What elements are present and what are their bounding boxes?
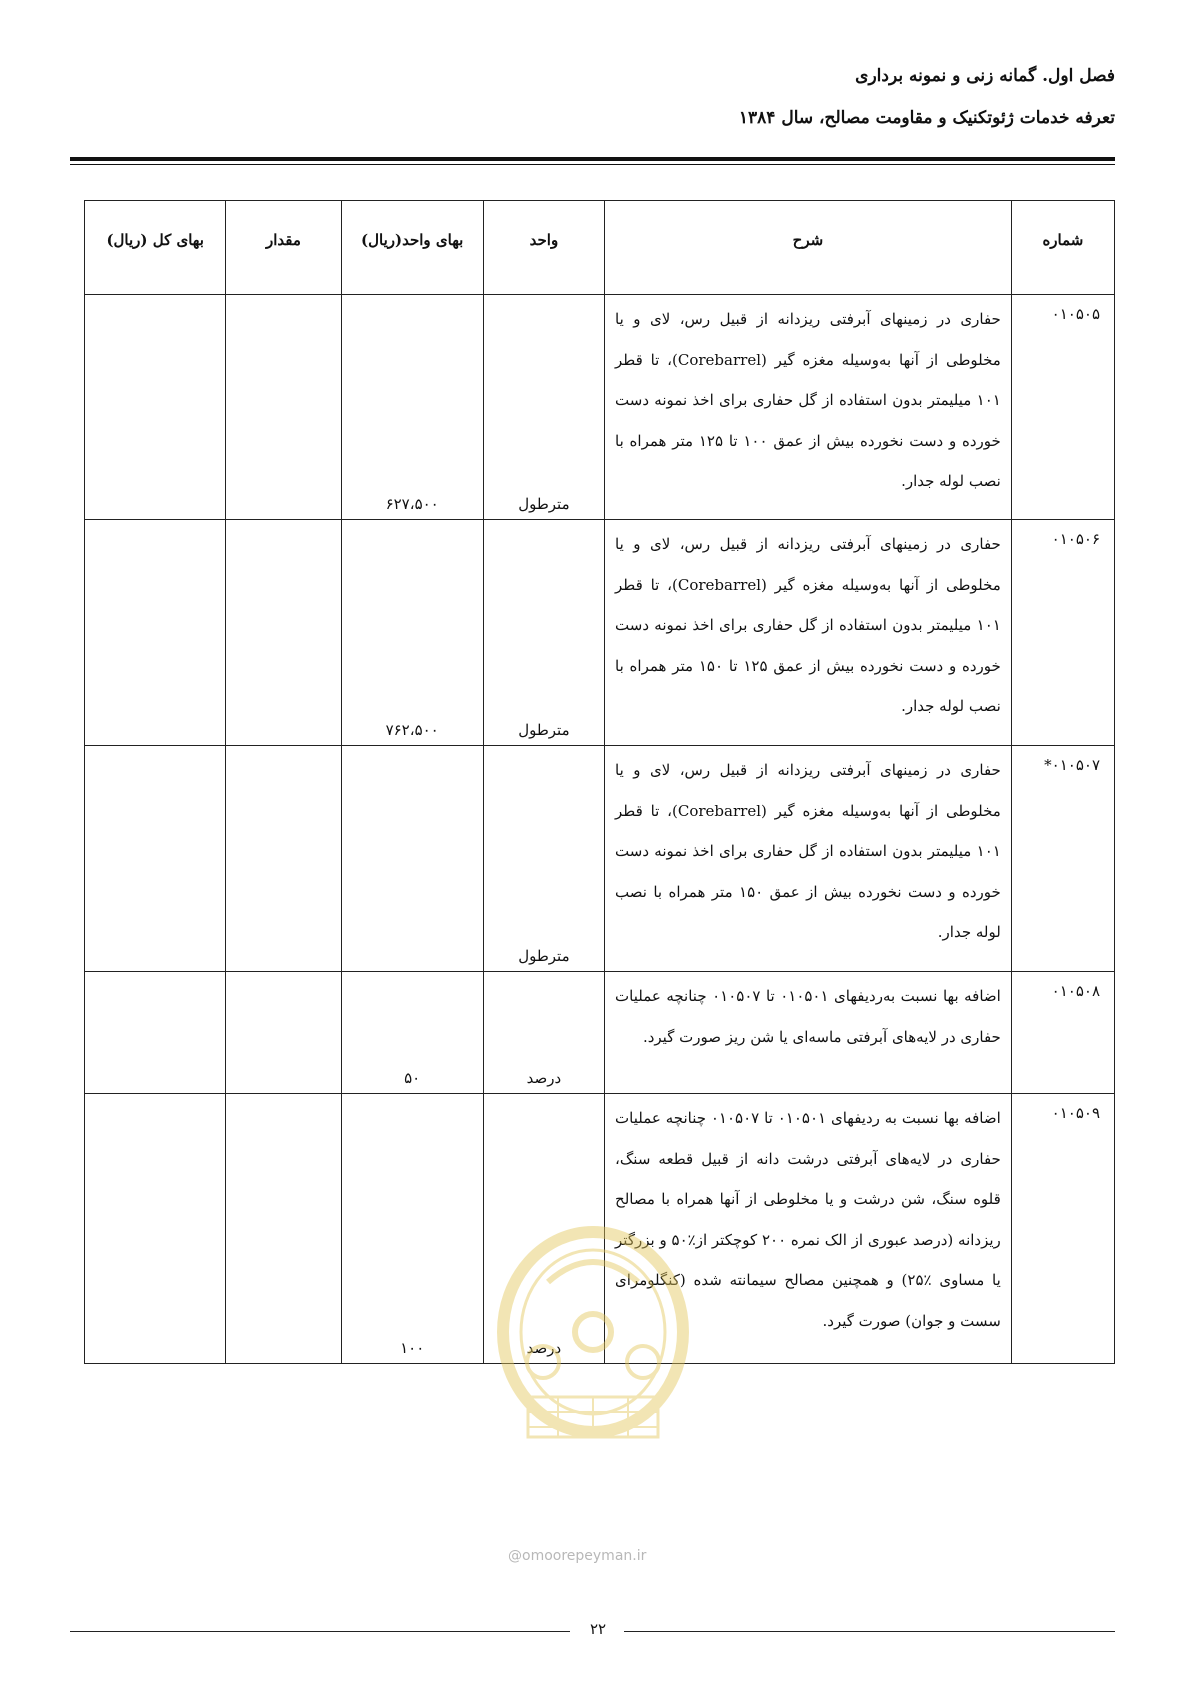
- page-number: ۲۲: [589, 1620, 607, 1638]
- row-unit: مترطول: [483, 520, 604, 746]
- row-quantity: [226, 746, 341, 972]
- row-number: *۰۱۰۵۰۷: [1011, 746, 1114, 972]
- row-unit: درصد: [483, 1094, 604, 1364]
- row-unit-price: ۱۰۰: [341, 1094, 483, 1364]
- footer-rule-right: [624, 1631, 1115, 1632]
- row-unit-price: ۶۲۷،۵۰۰: [341, 295, 483, 520]
- row-description: حفاری در زمینهای آبرفتی ریزدانه از قبیل رس، لای و یا مخلوطی از آنها به‌وسیله مغزه گیر (Corebarrel)، تا قطر ۱۰۱ میلیمتر بدون استفاده از گل حفاری برای اخذ نمونه دست خورده و دست نخورده بیش از عمق ۱۵۰ متر همراه با نصب لوله جدار.: [605, 746, 1012, 972]
- chapter-title: فصل اول. گمانه زنی و نمونه برداری: [855, 66, 1115, 86]
- row-number: ۰۱۰۵۰۶: [1011, 520, 1114, 746]
- watermark-text: @omoorepeyman.ir: [508, 1548, 647, 1564]
- row-description: حفاری در زمینهای آبرفتی ریزدانه از قبیل رس، لای و یا مخلوطی از آنها به‌وسیله مغزه گیر (Corebarrel)، تا قطر ۱۰۱ میلیمتر بدون استفاده از گل حفاری برای اخذ نمونه دست خورده و دست نخورده بیش از عمق ۱۲۵ تا ۱۵۰ متر همراه با نصب لوله جدار.: [605, 520, 1012, 746]
- row-description: اضافه بها نسبت به ردیفهای ۰۱۰۵۰۱ تا ۰۱۰۵۰۷ چنانچه عملیات حفاری در لایه‌های آبرفتی درشت دانه از قبیل قطعه سنگ، قلوه سنگ، شن درشت و یا مخلوطی از آنها همراه با مصالح ریزدانه (درصد عبوری از الک نمره ۲۰۰ کوچکتر از٪۵۰ و بزرگتر یا مساوی ٪۲۵) و همچنین مصالح سیمانته شده (کنگلومرای سست و جوان) صورت گیرد.: [605, 1094, 1012, 1364]
- header-unit: واحد: [483, 201, 604, 295]
- row-total-price: [85, 295, 226, 520]
- row-unit-price: ۷۶۲،۵۰۰: [341, 520, 483, 746]
- row-description: حفاری در زمینهای آبرفتی ریزدانه از قبیل رس، لای و یا مخلوطی از آنها به‌وسیله مغزه گیر (Corebarrel)، تا قطر ۱۰۱ میلیمتر بدون استفاده از گل حفاری برای اخذ نمونه دست خورده و دست نخورده بیش از عمق ۱۰۰ تا ۱۲۵ متر همراه با نصب لوله جدار.: [605, 295, 1012, 520]
- row-quantity: [226, 520, 341, 746]
- tariff-table: [84, 200, 1115, 1364]
- footer-rule-left: [70, 1631, 570, 1632]
- row-number: ۰۱۰۵۰۹: [1011, 1094, 1114, 1364]
- row-unit-price: [341, 746, 483, 972]
- table-row: [85, 746, 1115, 972]
- table-row: [85, 972, 1115, 1094]
- header-total-price: بهای کل (ریال): [85, 201, 226, 295]
- header-number: شماره: [1011, 201, 1114, 295]
- table-row: [85, 295, 1115, 520]
- row-quantity: [226, 1094, 341, 1364]
- document-subtitle: تعرفه خدمات ژئوتکنیک و مقاومت مصالح، سال ۱۳۸۴: [738, 108, 1115, 128]
- row-unit: مترطول: [483, 295, 604, 520]
- header-description: شرح: [605, 201, 1012, 295]
- row-number: ۰۱۰۵۰۵: [1011, 295, 1114, 520]
- row-quantity: [226, 972, 341, 1094]
- table-row: [85, 1094, 1115, 1364]
- header-unit-price: بهای واحد(ریال): [341, 201, 483, 295]
- header-rule-thick: [70, 157, 1115, 161]
- row-unit: درصد: [483, 972, 604, 1094]
- row-quantity: [226, 295, 341, 520]
- table-header-row: [85, 201, 1115, 295]
- table-row: [85, 520, 1115, 746]
- row-total-price: [85, 972, 226, 1094]
- row-description: اضافه بها نسبت به‌ردیفهای ۰۱۰۵۰۱ تا ۰۱۰۵۰۷ چنانچه عملیات حفاری در لایه‌های آبرفتی ماسه‌ای یا شن ریز صورت گیرد.: [605, 972, 1012, 1094]
- row-total-price: [85, 746, 226, 972]
- header-quantity: مقدار: [226, 201, 341, 295]
- row-total-price: [85, 1094, 226, 1364]
- row-unit-price: ۵۰: [341, 972, 483, 1094]
- row-total-price: [85, 520, 226, 746]
- header-rule-thin: [70, 164, 1115, 165]
- row-unit: مترطول: [483, 746, 604, 972]
- row-number: ۰۱۰۵۰۸: [1011, 972, 1114, 1094]
